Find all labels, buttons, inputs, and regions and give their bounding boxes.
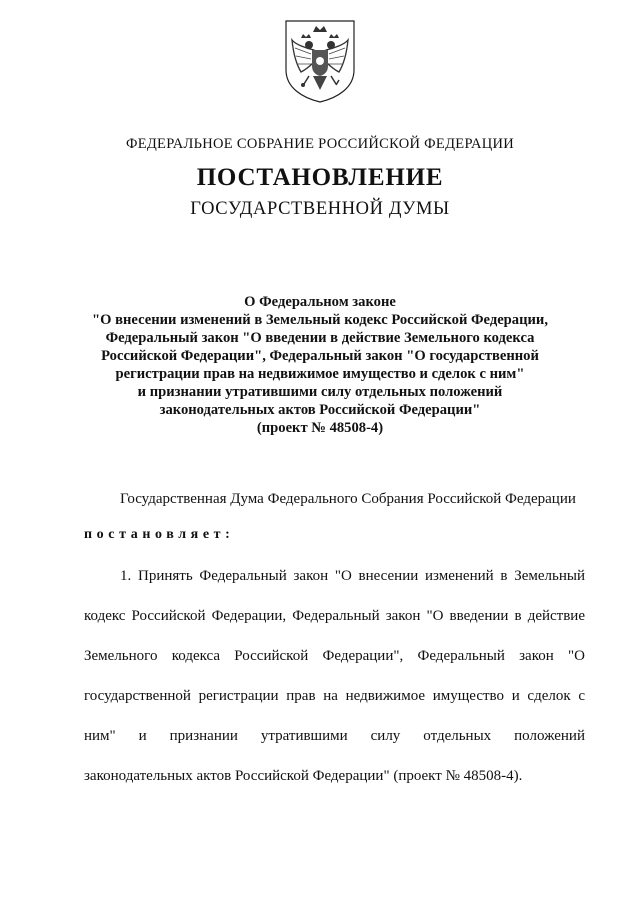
subject-line: регистрации прав на недвижимое имущество и сделок с ним" bbox=[115, 366, 525, 382]
paragraph-line: законодательных актов Российской Федерации" (проект № 48508-4). bbox=[84, 768, 523, 784]
subject-line: Российской Федерации", Федеральный закон "О государственной bbox=[101, 348, 539, 364]
paragraph-line: ним" и признании утратившими силу отдельных положений bbox=[84, 728, 585, 744]
document-type: ПОСТАНОВЛЕНИЕ bbox=[196, 164, 444, 191]
subject-line: и признании утратившими силу отдельных положений bbox=[137, 384, 503, 400]
coat-of-arms-icon bbox=[283, 18, 357, 104]
subject-line: О Федеральном законе bbox=[244, 294, 396, 310]
document-subject bbox=[60, 293, 580, 437]
organization-header: ФЕДЕРАЛЬНОЕ СОБРАНИЕ РОССИЙСКОЙ ФЕДЕРАЦИИ bbox=[125, 136, 515, 152]
preamble-text: Государственная Дума Федерального Собрания Российской Федерации bbox=[120, 491, 576, 507]
subject-line: (проект № 48508-4) bbox=[256, 420, 384, 436]
subject-line: Федеральный закон "О введении в действие Земельного кодекса bbox=[105, 330, 535, 346]
paragraph-line: 1. Принять Федеральный закон "О внесении изменений в Земельный bbox=[120, 568, 585, 584]
paragraph-line: Земельного кодекса Российской Федерации", Федеральный закон "О bbox=[84, 648, 585, 664]
document-issuer: ГОСУДАРСТВЕННОЙ ДУМЫ bbox=[190, 199, 450, 219]
subject-line: законодательных актов Российской Федерации" bbox=[159, 402, 481, 418]
decides-keyword: постановляет: bbox=[84, 527, 235, 542]
paragraph-line: государственной регистрации прав на недвижимое имущество и сделок с bbox=[84, 688, 585, 704]
paragraph-line: кодекс Российской Федерации, Федеральный закон "О введении в действие bbox=[84, 608, 585, 624]
subject-line: "О внесении изменений в Земельный кодекс Российской Федерации, bbox=[92, 312, 548, 328]
